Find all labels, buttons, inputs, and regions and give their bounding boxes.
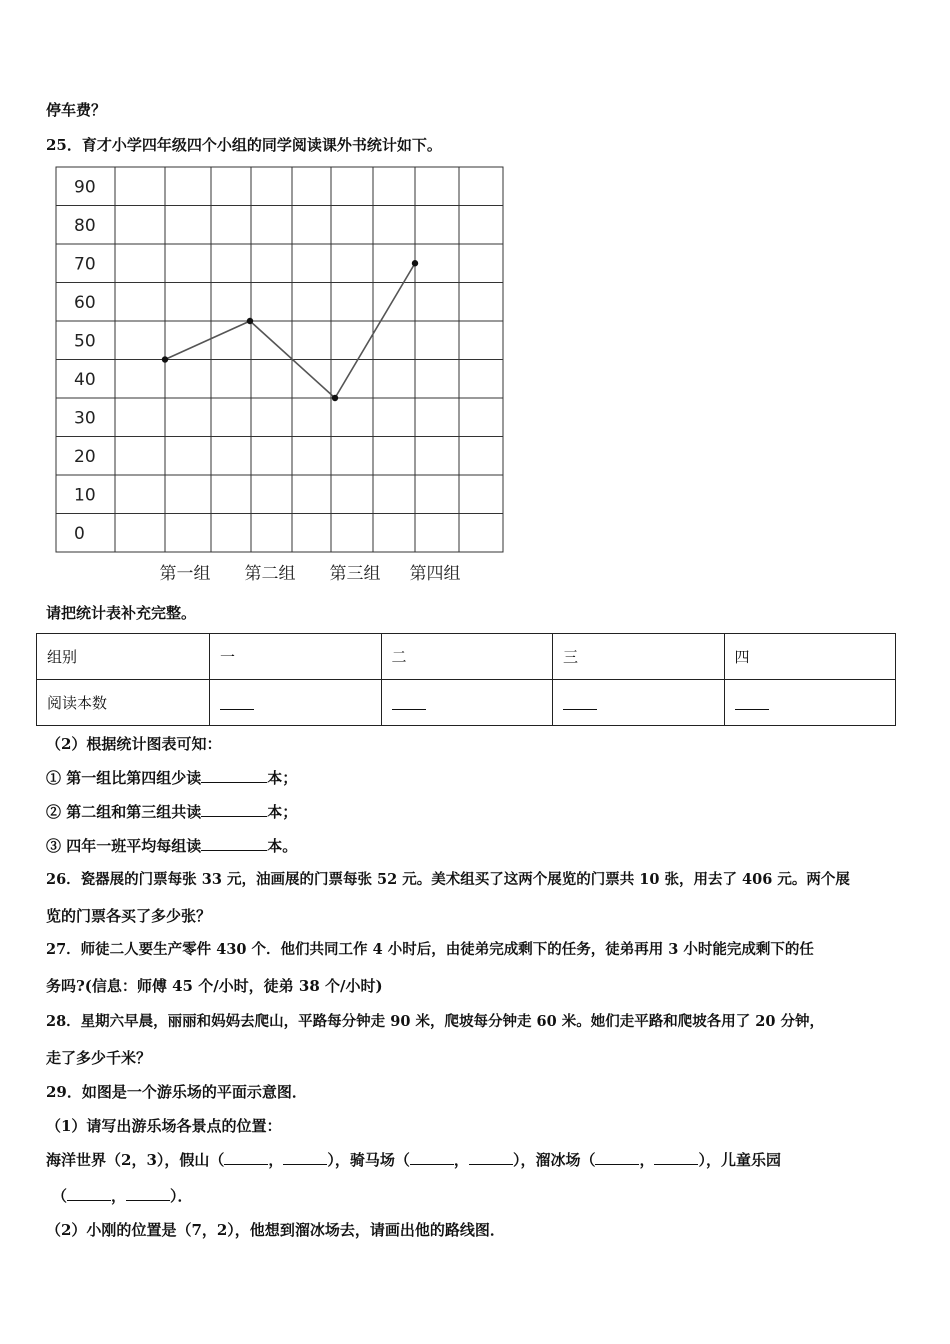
answer-blank[interactable]: [201, 802, 267, 817]
y-tick-label: 70: [74, 254, 96, 275]
question-29-positions-line2: （ ， ）．: [52, 1187, 193, 1205]
question-28-line2: 走了多少千米？: [46, 1049, 152, 1067]
question-25-item2: ② 第二组和第三组共读 本；: [46, 803, 298, 821]
data-point: [247, 318, 253, 324]
answer-blank[interactable]: [410, 1150, 454, 1165]
answer-blank[interactable]: [126, 1186, 170, 1201]
answer-blank[interactable]: [654, 1150, 698, 1165]
question-25-item1: ① 第一组比第四组少读 本；: [46, 769, 298, 787]
data-point: [412, 260, 418, 266]
chart-x-ticks: [160, 564, 461, 584]
answer-blank-cell[interactable]: [381, 680, 553, 726]
series-segment: [335, 263, 415, 398]
question-25-item3: ③ 四年一班平均每组读 本。: [46, 837, 298, 855]
y-tick-label: 60: [74, 292, 96, 313]
answer-blank[interactable]: [595, 1150, 639, 1165]
x-tick-label: 第三组: [329, 564, 381, 584]
table-header-cell: 四: [724, 634, 896, 680]
answer-blank[interactable]: [283, 1150, 327, 1165]
table-instruction: 请把统计表补充完整。: [46, 604, 197, 622]
answer-blank[interactable]: [224, 1150, 268, 1165]
x-tick-label: 第四组: [409, 564, 461, 584]
y-tick-label: 80: [74, 215, 96, 236]
data-point: [332, 395, 338, 401]
table-header-row: [37, 634, 896, 680]
answer-blank-cell[interactable]: [210, 680, 382, 726]
series-segment: [165, 321, 250, 360]
y-tick-label: 40: [74, 369, 96, 390]
chart-y-ticks: [74, 177, 96, 544]
table-row-label: 阅读本数: [37, 680, 210, 726]
y-tick-label: 50: [74, 331, 96, 352]
chart-series: [162, 260, 418, 401]
table-header-cell: 三: [553, 634, 725, 680]
answer-blank[interactable]: [201, 836, 267, 851]
x-tick-label: 第一组: [159, 564, 211, 584]
table-header-cell: 一: [210, 634, 382, 680]
table-row: [37, 680, 896, 726]
question-28-line1: 28．星期六早晨，丽丽和妈妈去爬山，平路每分钟走 90 米，爬坡每分钟走 60 米。她们走平路和爬坡各用了 20 分钟，: [46, 1013, 824, 1030]
question-26-line2: 览的门票各买了多少张？: [46, 907, 212, 925]
y-tick-label: 30: [74, 408, 96, 429]
question-27-line1: 27．师徒二人要生产零件 430 个．他们共同工作 4 小时后，由徒弟完成剩下的任务，徒弟再用 3 小时能完成剩下的任: [46, 941, 814, 958]
question-27-line2: 务吗?(信息：师傅 45 个/小时，徒弟 38 个/小时): [46, 977, 383, 995]
y-tick-label: 0: [74, 523, 85, 544]
question-26-line1: 26．瓷器展的门票每张 33 元，油画展的门票每张 52 元。美术组买了这两个展览的门票共 10 张，用去了 406 元。两个展: [46, 871, 850, 888]
answer-blank[interactable]: [469, 1150, 513, 1165]
statistics-table: [36, 633, 896, 726]
reading-line-chart: [52, 160, 512, 590]
answer-blank[interactable]: [201, 768, 267, 783]
answer-blank[interactable]: [67, 1186, 111, 1201]
question-29-part1: （1）请写出游乐场各景点的位置：: [46, 1117, 282, 1135]
question-25-title: 25．育才小学四年级四个小组的同学阅读课外书统计如下。: [46, 136, 442, 154]
question-25-part2: （2）根据统计图表可知：: [46, 735, 222, 753]
prev-question-tail: 停车费？: [46, 101, 107, 119]
question-29-part2: （2）小刚的位置是（7，2），他想到溜冰场去，请画出他的路线图．: [46, 1221, 505, 1239]
question-29-positions-line1: 海洋世界（2，3），假山（ ， ），骑马场（ ， ），溜冰场（ ， ），儿童乐园: [46, 1151, 781, 1169]
table-header-cell: 组别: [37, 634, 210, 680]
table-header-cell: 二: [381, 634, 553, 680]
data-point: [162, 356, 168, 362]
question-29-title: 29．如图是一个游乐场的平面示意图．: [46, 1083, 307, 1101]
chart-grid: [56, 167, 503, 552]
y-tick-label: 10: [74, 485, 96, 506]
y-tick-label: 20: [74, 446, 96, 467]
x-tick-label: 第二组: [244, 564, 296, 584]
y-tick-label: 90: [74, 177, 96, 198]
answer-blank-cell[interactable]: [724, 680, 896, 726]
answer-blank-cell[interactable]: [553, 680, 725, 726]
